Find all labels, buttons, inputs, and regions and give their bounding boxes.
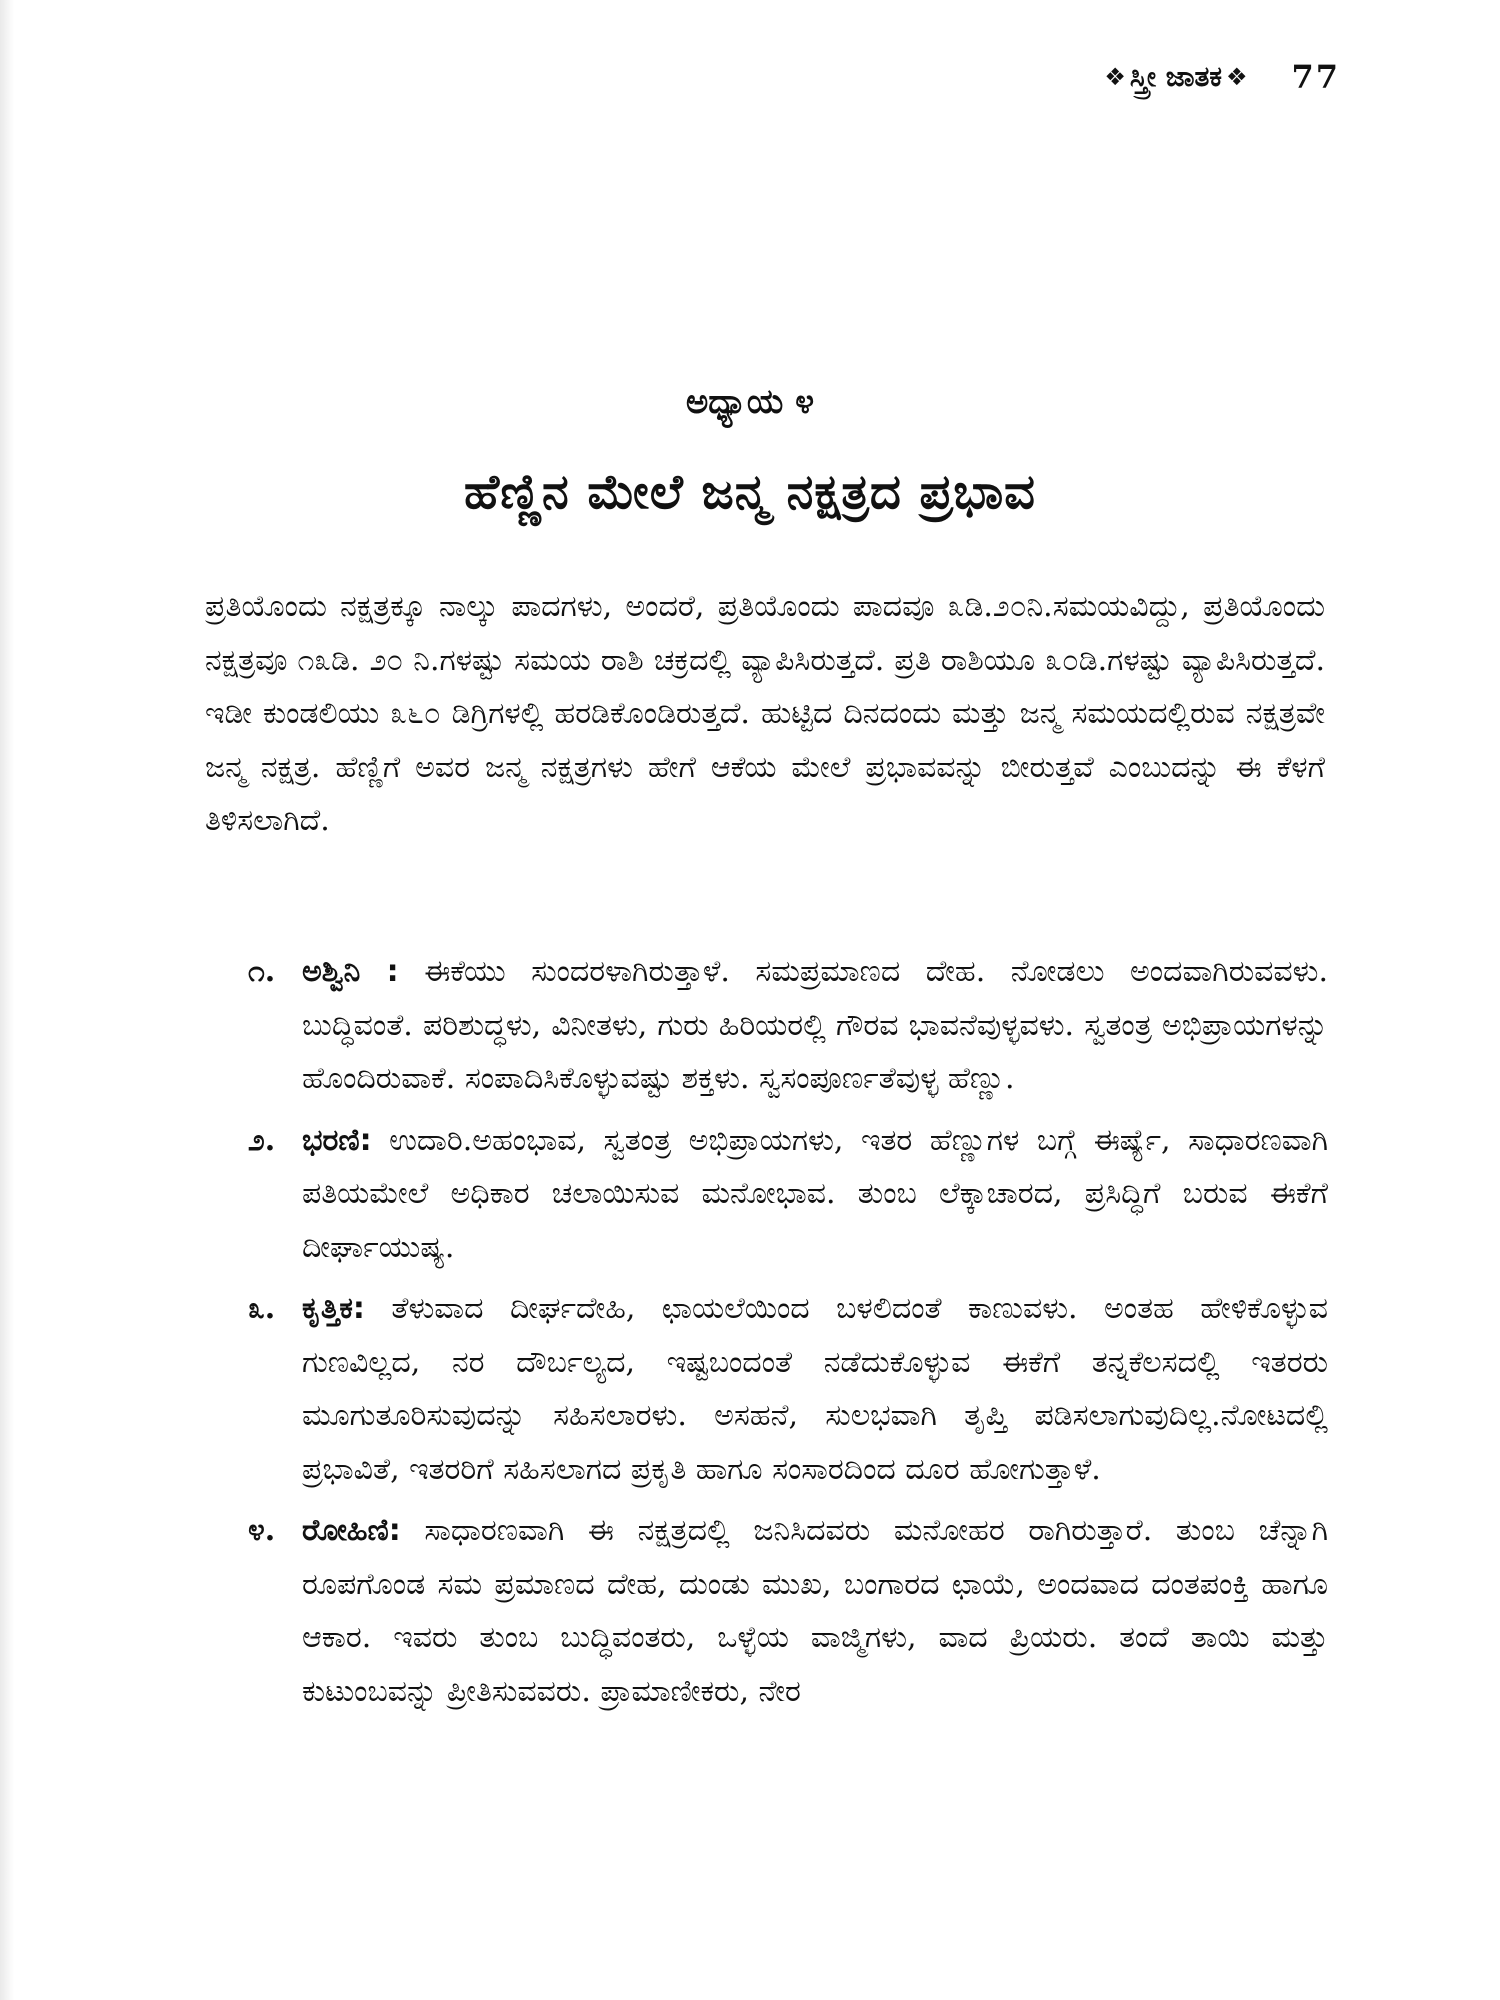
entry-name: ಕೃತ್ತಿಕ: bbox=[302, 1291, 365, 1326]
page-number: 77 bbox=[1291, 58, 1340, 96]
diamond-ornament-icon: ❖ bbox=[1104, 63, 1126, 91]
entry-name: ಭರಣಿ: bbox=[302, 1122, 372, 1158]
entry-text: ಸಾಧಾರಣವಾಗಿ ಈ ನಕ್ಷತ್ರದಲ್ಲಿ ಜನಿಸಿದವರು ಮನೋಹರ ರಾಗಿರುತ್ತಾರೆ. ತುಂಬ ಚೆನ್ನಾಗಿ ರೂಪಗೊಂಡ ಸಮ ಪ್ರಮಾಣದ ದೇಹ, ದುಂಡು ಮುಖ, ಬಂಗಾರದ ಛಾಯೆ, ಅಂದವಾದ ದಂತಪಂಕ್ತಿ ಹಾಗೂ ಆಕಾರ. ಇವರು ತುಂಬ ಬುದ್ಧಿವಂತರು, ಒಳ್ಳೆಯ ವಾಜ್ಮಿಗಳು, ವಾದ ಪ್ರಿಯರು. ತಂದೆ ತಾಯಿ ಮತ್ತು ಕುಟುಂಬವನ್ನು ಪ್ರೀತಿಸುವವರು. ಪ್ರಾಮಾಣೀಕರು, ನೇರ bbox=[302, 1513, 1328, 1709]
entry-body bbox=[302, 945, 1328, 1106]
entry-text: ತೆಳುವಾದ ದೀರ್ಘದೇಹಿ, ಛಾಯಲೆಯಿಂದ ಬಳಲಿದಂತೆ ಕಾಣುವಳು. ಅಂತಹ ಹೇಳಿಕೊಳ್ಳುವ ಗುಣವಿಲ್ಲದ, ನರ ದೌರ್ಬಲ್ಯದ, ಇಷ್ಟಬಂದಂತೆ ನಡೆದುಕೊಳ್ಳುವ ಈಕೆಗೆ ತನ್ನಕೆಲಸದಲ್ಲಿ ಇತರರು ಮೂಗುತೂರಿಸುವುದನ್ನು ಸಹಿಸಲಾರಳು. ಅಸಹನೆ, ಸುಲಭವಾಗಿ ತೃಪ್ತಿ ಪಡಿಸಲಾಗುವುದಿಲ್ಲ.ನೋಟದಲ್ಲಿ ಪ್ರಭಾವಿತೆ, ಇತರರಿಗೆ ಸಹಿಸಲಾಗದ ಪ್ರಕೃತಿ ಹಾಗೂ ಸಂಸಾರದಿಂದ ದೂರ ಹೋಗುತ್ತಾಳೆ. bbox=[302, 1291, 1328, 1487]
entry-number: ೨. bbox=[248, 1122, 276, 1158]
nakshatra-list bbox=[248, 945, 1328, 1726]
list-item bbox=[248, 1504, 1328, 1718]
list-item bbox=[248, 1282, 1328, 1496]
intro-paragraph: ಪ್ರತಿಯೊಂದು ನಕ್ಷತ್ರಕ್ಕೂ ನಾಲ್ಕು ಪಾದಗಳು, ಅಂದರೆ, ಪ್ರತಿಯೊಂದು ಪಾದವೂ ೩ಡಿ.೨೦ನಿ.ಸಮಯವಿದ್ದು, ಪ್ರತಿಯೊಂದು ನಕ್ಷತ್ರವೂ ೧೩ಡಿ. ೨೦ ನಿ.ಗಳಷ್ಟು ಸಮಯ ರಾಶಿ ಚಕ್ರದಲ್ಲಿ ವ್ಯಾಪಿಸಿರುತ್ತದೆ. ಪ್ರತಿ ರಾಶಿಯೂ ೩೦ಡಿ.ಗಳಷ್ಟು ವ್ಯಾಪಿಸಿರುತ್ತದೆ. ಇಡೀ ಕುಂಡಲಿಯು ೩೬೦ ಡಿಗ್ರಿಗಳಲ್ಲಿ ಹರಡಿಕೊಂಡಿರುತ್ತದೆ. ಹುಟ್ಟಿದ ದಿನದಂದು ಮತ್ತು ಜನ್ಮ ಸಮಯದಲ್ಲಿರುವ ನಕ್ಷತ್ರವೇ ಜನ್ಮ ನಕ್ಷತ್ರ. ಹೆಣ್ಣಿಗೆ ಅವರ ಜನ್ಮ ನಕ್ಷತ್ರಗಳು ಹೇಗೆ ಆಕೆಯ ಮೇಲೆ ಪ್ರಭಾವವನ್ನು ಬೀರುತ್ತವೆ ಎಂಬುದನ್ನು ಈ ಕೆಳಗೆ ತಿಳಿಸಲಾಗಿದೆ. bbox=[205, 589, 1325, 838]
entry-number: ೪. bbox=[248, 1513, 276, 1548]
entry-text: ಈಕೆಯು ಸುಂದರಳಾಗಿರುತ್ತಾಳೆ. ಸಮಪ್ರಮಾಣದ ದೇಹ. ನೋಡಲು ಅಂದವಾಗಿರುವವಳು. ಬುದ್ಧಿವಂತೆ. ಪರಿಶುದ್ಧಳು, ವಿನೀತಳು, ಗುರು ಹಿರಿಯರಲ್ಲಿ ಗೌರವ ಭಾವನೆವುಳ್ಳವಳು. ಸ್ವತಂತ್ರ ಅಭಿಪ್ರಾಯಗಳನ್ನು ಹೊಂದಿರುವಾಕೆ. ಸಂಪಾದಿಸಿಕೊಳ್ಳುವಷ್ಟು ಶಕ್ತಳು. ಸ್ವಸಂಪೂರ್ಣತೆವುಳ್ಳ ಹೆಣ್ಣು. bbox=[302, 954, 1328, 1096]
entry-body bbox=[302, 1504, 1328, 1718]
header-title bbox=[1104, 60, 1247, 94]
list-item bbox=[248, 1114, 1328, 1275]
running-header bbox=[960, 52, 1340, 102]
chapter-title: ಹೆಣ್ಣಿನ ಮೇಲೆ ಜನ್ಮ ನಕ್ಷತ್ರದ ಪ್ರಭಾವ bbox=[464, 464, 1036, 520]
entry-body bbox=[302, 1114, 1328, 1275]
diamond-ornament-icon: ❖ bbox=[1225, 63, 1248, 91]
entry-text: ಉದಾರಿ.ಅಹಂಭಾವ, ಸ್ವತಂತ್ರ ಅಭಿಪ್ರಾಯಗಳು, ಇತರ ಹೆಣ್ಣುಗಳ ಬಗ್ಗೆ ಈರ್ಷ್ಯೆ, ಸಾಧಾರಣವಾಗಿ ಪತಿಯಮೇಲೆ ಅಧಿಕಾರ ಚಲಾಯಿಸುವ ಮನೋಭಾವ. ತುಂಬ ಲೆಕ್ಕಾಚಾರದ, ಪ್ರಸಿದ್ಧಿಗೆ ಬರುವ ಈಕೆಗೆ ದೀರ್ಘಾಯುಷ್ಯ. bbox=[302, 1122, 1328, 1265]
list-item bbox=[248, 945, 1328, 1106]
entry-name: ಅಶ್ವಿನಿ : bbox=[302, 954, 399, 989]
entry-body bbox=[302, 1282, 1328, 1496]
header-title-text: ಸ್ತ್ರೀ ಜಾತಕ bbox=[1129, 60, 1222, 93]
entry-number: ೩. bbox=[248, 1291, 276, 1326]
entry-number: ೧. bbox=[248, 954, 276, 989]
chapter-label: ಅಧ್ಯಾಯ ೪ bbox=[685, 382, 815, 422]
entry-name: ರೋಹಿಣಿ: bbox=[302, 1513, 401, 1548]
